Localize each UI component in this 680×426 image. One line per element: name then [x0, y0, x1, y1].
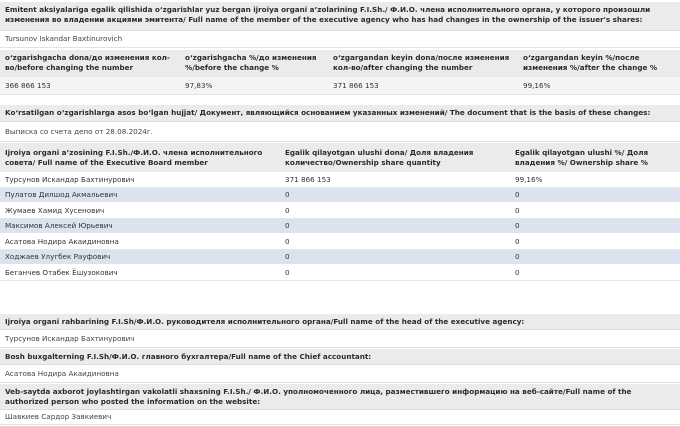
col-share-quantity: Egalik qilayotgan ulushi dona/ Доля владения количество/Ownership share quantity [285, 147, 474, 167]
member-name: Максимов Алексей Юрьевич [5, 221, 113, 231]
head-section [0, 314, 680, 348]
member-qty: 0 [285, 252, 290, 262]
member-pct: 0 [515, 205, 520, 215]
changes-person: Tursunov Iskandar Baxtinurovich [0, 31, 680, 48]
member-name: Жумаев Хамид Хусенович [5, 205, 105, 215]
member-qty: 0 [285, 221, 290, 231]
table-row [0, 203, 680, 219]
member-name: Турсунов Искандар Бахтинурович [5, 174, 135, 184]
change-table-header [0, 50, 680, 77]
member-name: Беганчев Отабек Ёшузокович [5, 267, 118, 277]
value-before-percent: 97,83% [185, 80, 213, 90]
head-value: Турсунов Искандар Бахтинурович [0, 330, 680, 348]
table-row [0, 188, 680, 204]
member-pct: 0 [515, 236, 520, 246]
value-before-count: 366 866 153 [5, 80, 51, 90]
accountant-value: Асатова Нодира Акаидиновна [0, 365, 680, 383]
head-header: Ijroiya organi rahbarining F.I.Sh/Ф.И.О. руководителя исполнительного органа/Full name of the head of the executive agency: [0, 314, 680, 330]
member-pct: 0 [515, 267, 520, 277]
member-pct: 0 [515, 190, 520, 200]
changes-section [0, 2, 680, 48]
table-row [0, 172, 680, 188]
member-qty: 0 [285, 205, 290, 215]
value-after-percent: 99,16% [523, 80, 551, 90]
board-table-header [0, 143, 680, 172]
change-table [0, 50, 680, 95]
member-pct: 0 [515, 221, 520, 231]
col-after-percent: o‘zgargandan keyin %/после изменения %/after the change % [523, 53, 658, 72]
basis-value: Выписка со счета депо от 28.08.2024г. [0, 122, 680, 142]
col-member-name: Ijroiya organi a’zosining F.I.Sh./Ф.И.О. члена исполнительного совета/ Full name of the Executive Board member [5, 147, 263, 167]
member-pct: 0 [515, 252, 520, 262]
member-qty: 0 [285, 236, 290, 246]
basis-section [0, 105, 680, 142]
authorized-value: Шавкиев Сардор Завкиевич [0, 410, 680, 425]
accountant-section [0, 349, 680, 383]
member-qty: 0 [285, 267, 290, 277]
table-row [0, 219, 680, 235]
basis-header: Ko‘rsatilgan o‘zgarishlarga asos bo‘lgan hujjat/ Документ, являющийся основанием указанных изменений/ The document that is the basis of these changes: [0, 105, 680, 122]
col-before-percent: o‘zgarishgacha %/до изменения %/before the change % [185, 53, 317, 72]
member-qty: 371 866 153 [285, 174, 331, 184]
member-name: Асатова Нодира Акаидиновна [5, 236, 119, 246]
authorized-header: Veb-saytda axborot joylashtirgan vakolatli shaxsning F.I.Sh./ Ф.И.О. уполномоченного лица, разместившего информацию на веб-сайте/Full name of the authorized person who posted the information on the website: [0, 384, 680, 410]
member-name: Пулатов Дилшод Акмальевич [5, 190, 118, 200]
col-share-percent: Egalik qilayotgan ulushi %/ Доля владения %/ Ownership share % [515, 147, 649, 167]
member-pct: 99,16% [515, 174, 543, 184]
table-row [0, 250, 680, 266]
value-after-count: 371 866 153 [333, 80, 379, 90]
accountant-header: Bosh buxgalterning F.I.Sh/Ф.И.О. главного бухгалтера/Full name of the Chief accountant: [0, 349, 680, 365]
table-row [0, 234, 680, 250]
col-before-count: o‘zgarishgacha dona/до изменения кол-во/before changing the number [5, 53, 170, 72]
change-table-row [0, 77, 680, 95]
board-table [0, 143, 680, 281]
col-after-count: o‘zgargandan keyin dona/после изменения кол-во/after changing the number [333, 53, 510, 72]
table-row [0, 265, 680, 281]
changes-header: Emitent aksiyalariga egalik qilishida o‘zgarishlar yuz bergan ijroiya organi a’zolarining F.I.Sh./ Ф.И.О. члена исполнительного органа, у которого произошли изменения во владении акциями эмитента/ Full name of the member of the executive agency who has had changes in the ownership of the issuer's shares: [0, 2, 680, 31]
member-name: Ходжаев Улугбек Рауфович [5, 252, 111, 262]
member-qty: 0 [285, 190, 290, 200]
authorized-section [0, 384, 680, 425]
